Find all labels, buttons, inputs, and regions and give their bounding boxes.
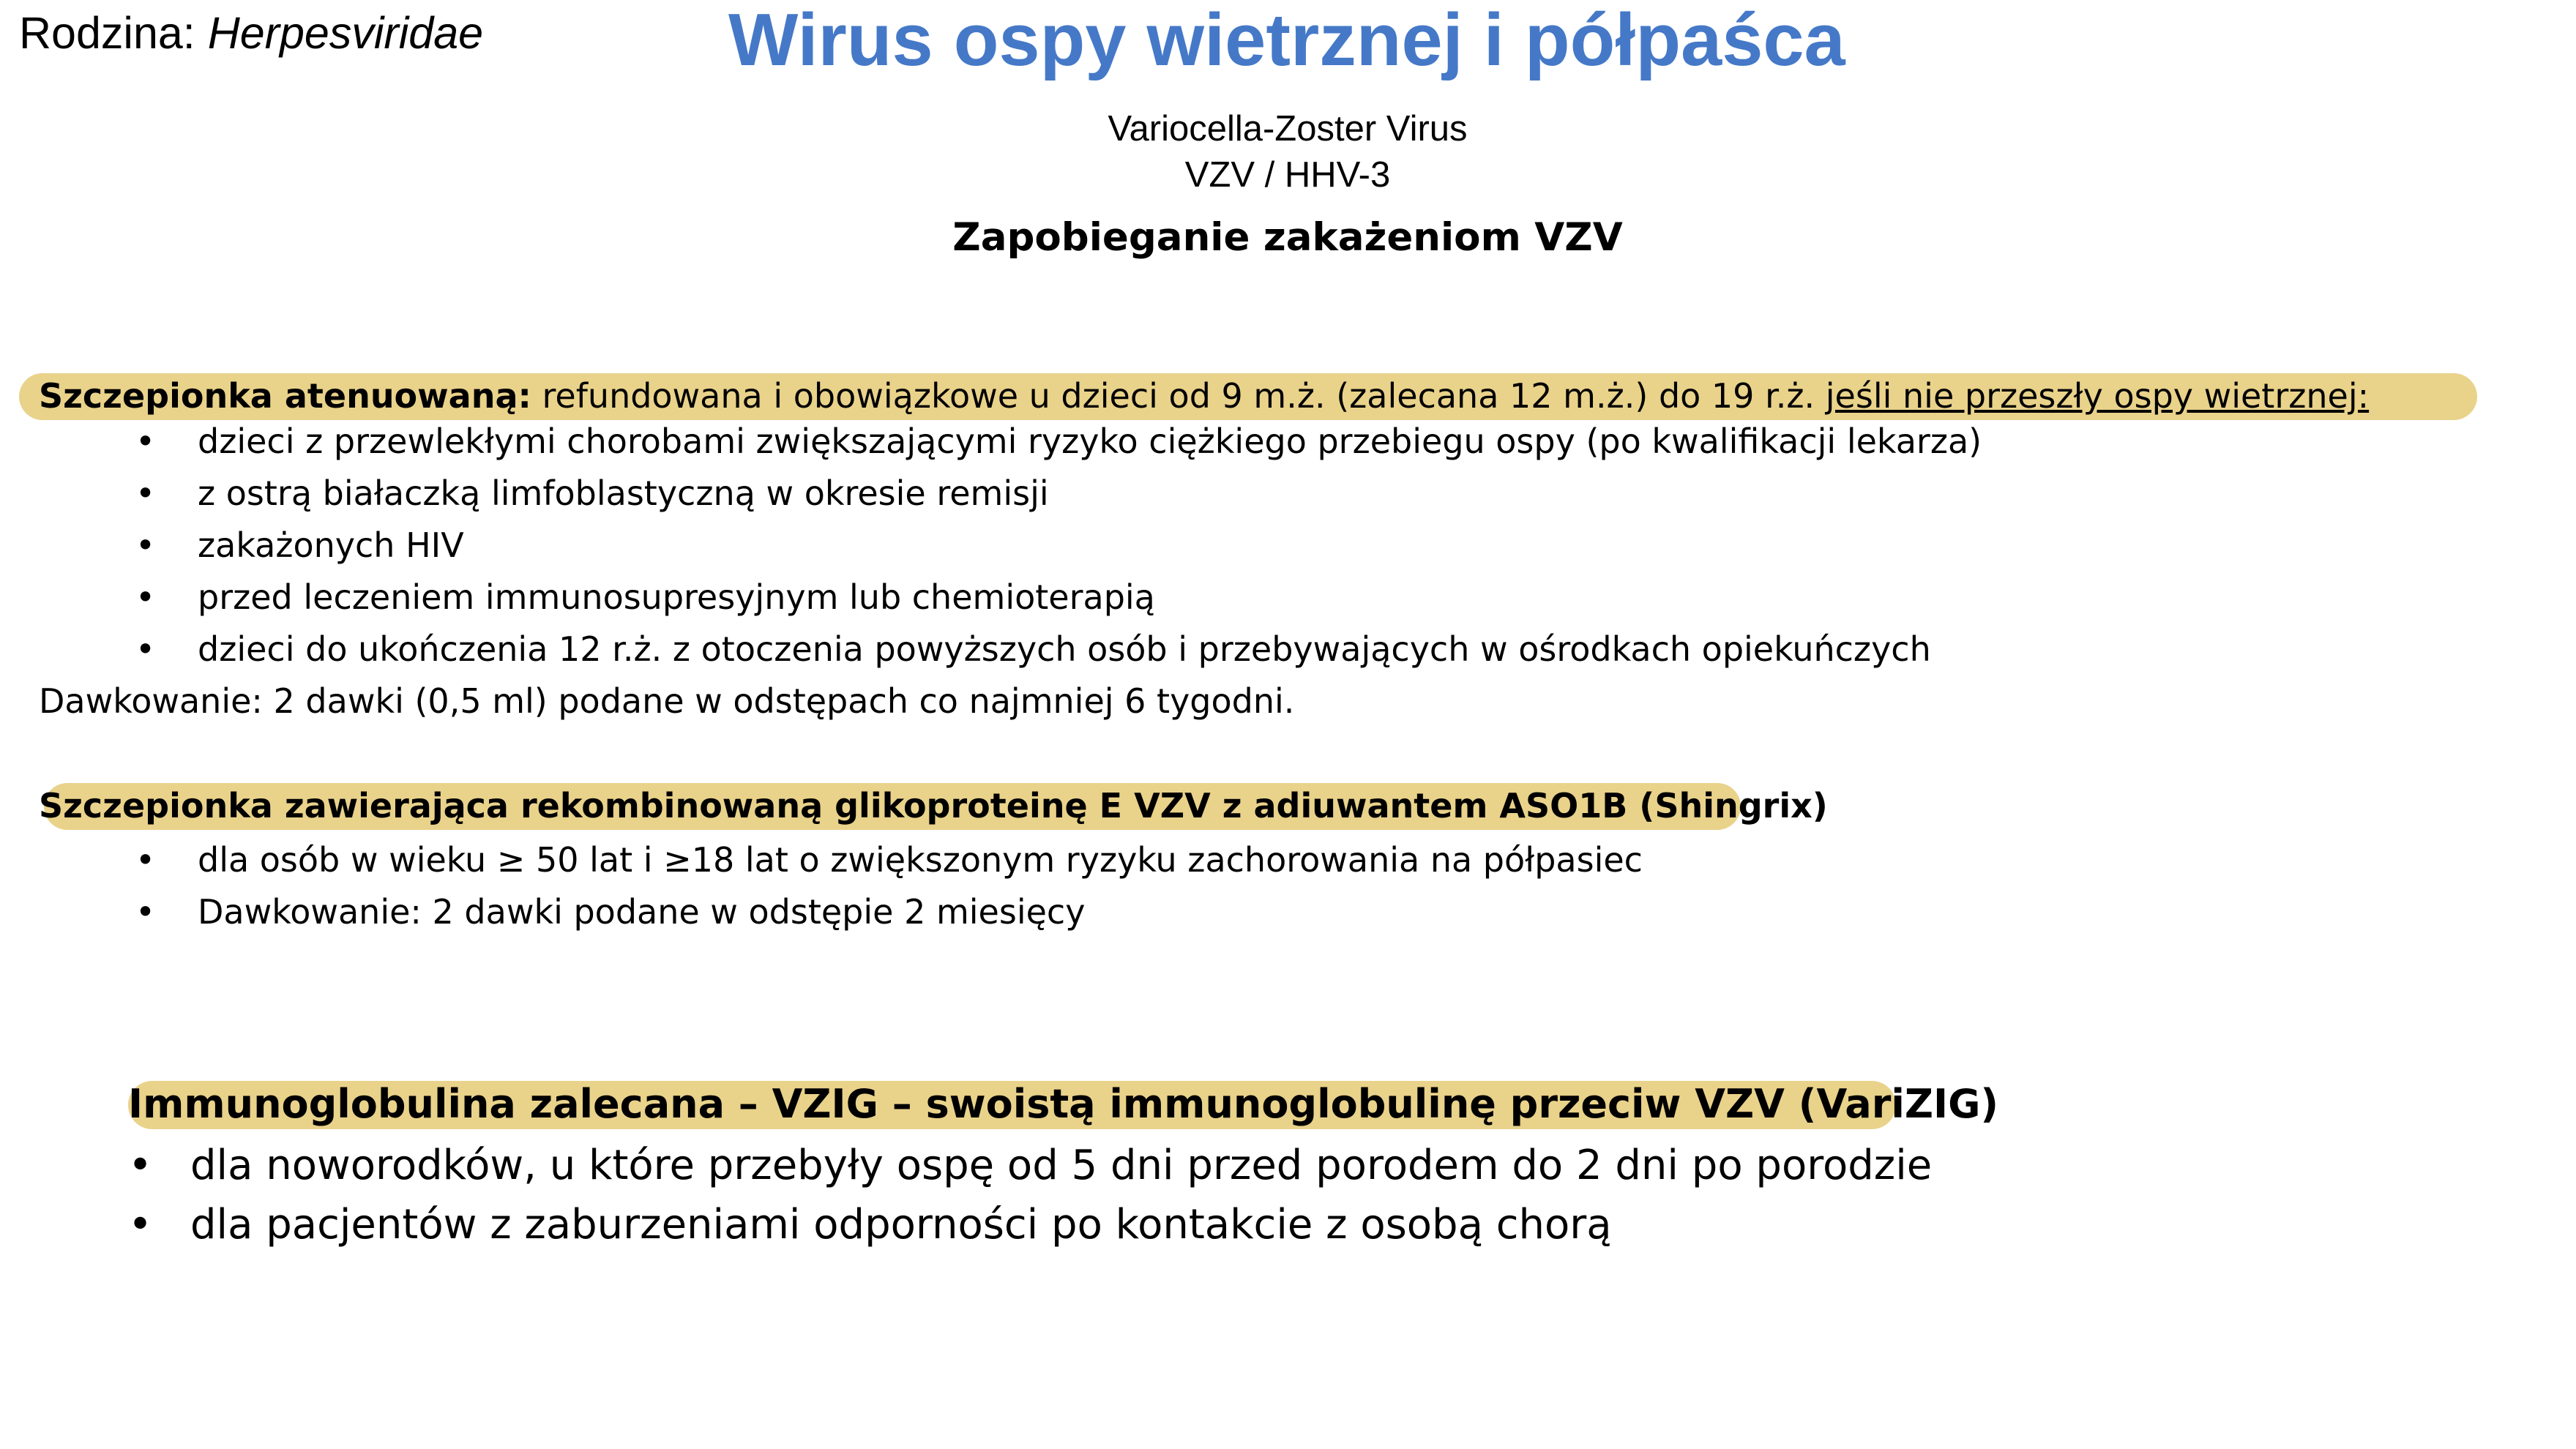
bullet-symbol: • — [135, 525, 156, 565]
bullet-symbol: • — [135, 577, 156, 617]
bullet-text: dla pacjentów z zaburzeniami odporności po kontakcie z osobą chorą — [190, 1201, 1612, 1248]
family-name: Herpesviridae — [207, 8, 484, 58]
bullet-text: dzieci z przewlekłymi chorobami zwiększającymi ryzyko ciężkiego przebiegu ospy (po kwalifikacji lekarza) — [198, 422, 1982, 461]
subtitle-abbreviation: VZV / HHV-3 — [1184, 155, 1391, 195]
bullet-text: Dawkowanie: 2 dawki podane w odstępie 2 miesięcy — [198, 892, 1086, 932]
bullet-text: zakażonych HIV — [198, 525, 464, 565]
family-label: Rodzina: Herpesviridae — [19, 8, 484, 58]
bullet-text: dzieci do ukończenia 12 r.ż. z otoczenia powyższych osób i przebywających w ośrodkach opiekuńczych — [198, 629, 1931, 669]
bullet-text: dla noworodków, u które przebyły ospę od 5 dni przed porodem do 2 dni po porodzie — [190, 1142, 1933, 1189]
bullet-symbol: • — [135, 422, 156, 461]
attenuated-vaccine-label: Szczepionka atenuowaną: — [39, 376, 531, 416]
recombinant-vaccine-label: Szczepionka zawierająca rekombinowaną glikoproteinę E VZV z adiuwantem ASO1B (Shingrix) — [39, 786, 1828, 825]
page-title: Wirus ospy wietrznej i półpaśca — [728, 0, 1845, 81]
attenuated-vaccine-condition: jeśli nie przeszły ospy wietrznej: — [1825, 376, 2370, 416]
bullet-symbol: • — [135, 840, 156, 880]
bullet-text: z ostrą białaczką limfoblastyczną w okresie remisji — [198, 473, 1049, 513]
bullet-text: dla osób w wieku ≥ 50 lat i ≥18 lat o zwiększonym ryzyku zachorowania na półpasiec — [198, 840, 1643, 880]
attenuated-vaccine-line — [39, 370, 2369, 422]
subtitle-virus-name: Variocella-Zoster Virus — [1108, 109, 1468, 149]
immunoglobulin-label: Immunoglobulina zalecana – VZIG – swoistą immunoglobulinę przeciw VZV (VariZIG) — [128, 1081, 1999, 1127]
bullet-symbol: • — [128, 1201, 153, 1248]
bullet-text: przed leczeniem immunosupresyjnym lub chemioterapią — [198, 577, 1155, 617]
bullet-symbol: • — [128, 1142, 153, 1189]
attenuated-dosage: Dawkowanie: 2 dawki (0,5 ml) podane w odstępach co najmniej 6 tygodni. — [39, 681, 1295, 721]
section-heading: Zapobieganie zakażeniom VZV — [952, 215, 1623, 260]
attenuated-vaccine-text: refundowana i obowiązkowe u dzieci od 9 m.ż. (zalecana 12 m.ż.) do 19 r.ż. — [531, 376, 1826, 416]
bullet-symbol: • — [135, 892, 156, 932]
bullet-symbol: • — [135, 473, 156, 513]
bullet-symbol: • — [135, 629, 156, 669]
